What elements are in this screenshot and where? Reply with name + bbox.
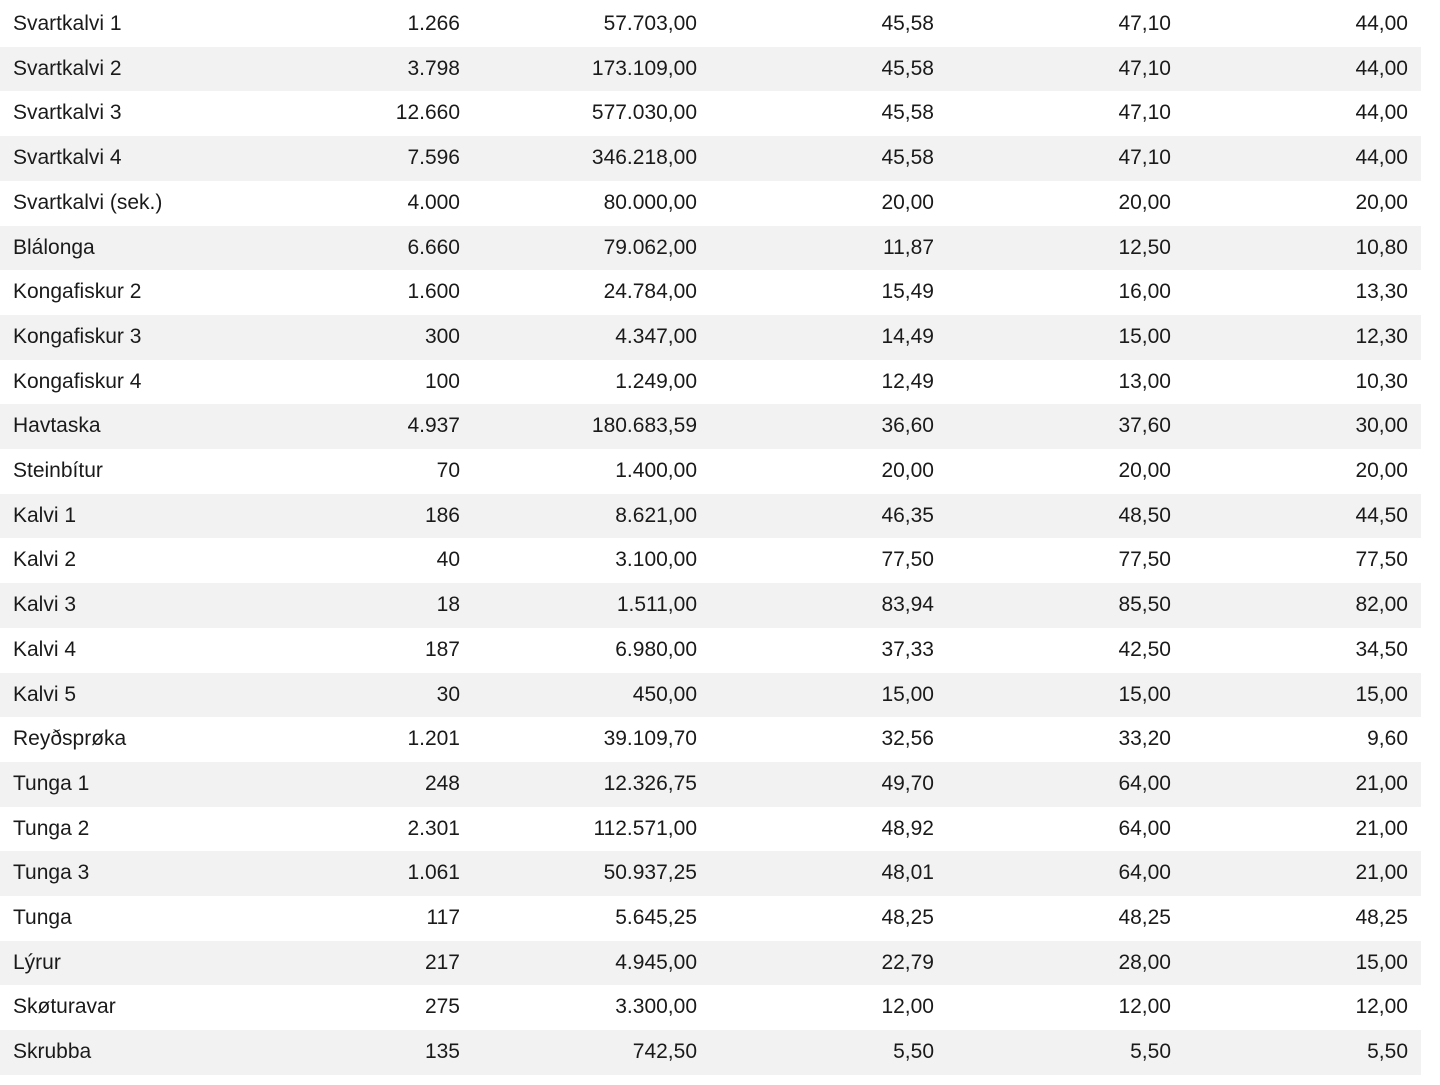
max-price: 28,00: [1118, 950, 1171, 974]
max-price: 47,10: [1118, 56, 1171, 80]
average-price: 48,25: [881, 906, 934, 930]
max-price: 12,00: [1118, 995, 1171, 1019]
quantity: 4.937: [407, 414, 460, 438]
max-price: 5,50: [1130, 1040, 1171, 1064]
total-value: 1.511,00: [616, 593, 697, 617]
table-row: [0, 673, 1421, 718]
min-price: 20,00: [1355, 190, 1408, 214]
quantity: 30: [436, 682, 460, 706]
species-name: Lýrur: [13, 950, 61, 974]
total-value: 450,00: [632, 682, 697, 706]
table-row: [0, 896, 1421, 941]
average-price: 45,58: [881, 12, 934, 35]
quantity: 4.000: [407, 190, 460, 214]
min-price: 5,50: [1367, 1040, 1408, 1064]
quantity: 12.660: [395, 101, 460, 125]
average-price: 32,56: [881, 727, 934, 751]
min-price: 44,50: [1355, 503, 1408, 527]
average-price: 20,00: [881, 459, 934, 483]
average-price: 36,60: [881, 414, 934, 438]
species-name: Skrubba: [13, 1040, 92, 1064]
average-price: 45,58: [881, 146, 934, 170]
species-name: Kalvi 3: [13, 593, 77, 617]
species-name: Kalvi 2: [13, 548, 77, 572]
species-name: Reyðsprøka: [13, 727, 127, 751]
table-row: [0, 538, 1421, 583]
total-value: 112.571,00: [593, 816, 697, 840]
average-price: 48,92: [881, 816, 934, 840]
average-price: 49,70: [881, 771, 934, 795]
quantity: 217: [424, 950, 460, 974]
average-price: 83,94: [881, 593, 934, 617]
table-row: [0, 136, 1421, 181]
total-value: 577.030,00: [591, 101, 697, 125]
species-name: Tunga 1: [13, 771, 90, 795]
total-value: 180.683,59: [591, 414, 697, 438]
table-row: [0, 1030, 1421, 1075]
max-price: 77,50: [1118, 548, 1171, 572]
total-value: 346.218,00: [591, 146, 697, 170]
price-table-body: [0, 2, 1421, 1075]
min-price: 12,00: [1355, 995, 1408, 1019]
species-name: Tunga 3: [13, 861, 90, 885]
max-price: 33,20: [1118, 727, 1171, 751]
quantity: 135: [424, 1040, 460, 1064]
max-price: 64,00: [1118, 771, 1171, 795]
min-price: 30,00: [1355, 414, 1408, 438]
quantity: 187: [424, 637, 460, 661]
quantity: 300: [424, 324, 460, 348]
max-price: 15,00: [1118, 324, 1171, 348]
total-value: 39.109,70: [603, 727, 697, 751]
species-name: Tunga 2: [13, 816, 90, 840]
table-row: [0, 404, 1421, 449]
table-row: [0, 47, 1421, 92]
table-row: [0, 360, 1421, 405]
table-row: [0, 449, 1421, 494]
average-price: 48,01: [881, 861, 934, 885]
min-price: 44,00: [1355, 56, 1408, 80]
quantity: 1.201: [407, 727, 460, 751]
min-price: 10,80: [1355, 235, 1408, 259]
quantity: 40: [436, 548, 460, 572]
average-price: 15,49: [881, 280, 934, 304]
total-value: 24.784,00: [603, 280, 697, 304]
max-price: 48,50: [1118, 503, 1171, 527]
total-value: 3.300,00: [615, 995, 697, 1019]
max-price: 37,60: [1118, 414, 1171, 438]
average-price: 12,00: [881, 995, 934, 1019]
quantity: 18: [436, 593, 460, 617]
table-row: [0, 807, 1421, 852]
table-row: [0, 583, 1421, 628]
total-value: 57.703,00: [603, 12, 697, 35]
min-price: 44,00: [1355, 146, 1408, 170]
min-price: 13,30: [1355, 280, 1408, 304]
total-value: 1.400,00: [615, 459, 697, 483]
species-name: Svartkalvi (sek.): [13, 190, 163, 214]
species-name: Svartkalvi 2: [13, 56, 122, 80]
total-value: 173.109,00: [591, 56, 697, 80]
species-name: Kalvi 5: [13, 682, 77, 706]
min-price: 9,60: [1367, 727, 1408, 751]
min-price: 21,00: [1355, 771, 1408, 795]
average-price: 12,49: [881, 369, 934, 393]
total-value: 3.100,00: [615, 548, 697, 572]
table-row: [0, 181, 1421, 226]
max-price: 85,50: [1118, 593, 1171, 617]
price-table: [0, 2, 1421, 1075]
species-name: Skøturavar: [13, 995, 116, 1019]
quantity: 6.660: [407, 235, 460, 259]
average-price: 15,00: [881, 682, 934, 706]
total-value: 1.249,00: [615, 369, 697, 393]
table-row: [0, 628, 1421, 673]
quantity: 70: [436, 459, 460, 483]
average-price: 46,35: [881, 503, 934, 527]
average-price: 45,58: [881, 56, 934, 80]
total-value: 5.645,25: [615, 906, 697, 930]
min-price: 12,30: [1355, 324, 1408, 348]
min-price: 21,00: [1355, 861, 1408, 885]
table-row: [0, 941, 1421, 986]
min-price: 77,50: [1355, 548, 1408, 572]
table-row: [0, 494, 1421, 539]
total-value: 6.980,00: [615, 637, 697, 661]
min-price: 44,00: [1355, 12, 1408, 35]
total-value: 79.062,00: [603, 235, 697, 259]
total-value: 8.621,00: [615, 503, 697, 527]
species-name: Kongafiskur 4: [13, 369, 142, 393]
max-price: 12,50: [1118, 235, 1171, 259]
max-price: 16,00: [1118, 280, 1171, 304]
total-value: 50.937,25: [603, 861, 697, 885]
average-price: 11,87: [883, 235, 934, 259]
max-price: 47,10: [1118, 101, 1171, 125]
species-name: Kongafiskur 2: [13, 280, 142, 304]
max-price: 47,10: [1118, 12, 1171, 35]
table-row: [0, 762, 1421, 807]
min-price: 15,00: [1355, 950, 1408, 974]
min-price: 44,00: [1355, 101, 1408, 125]
quantity: 1.061: [407, 861, 460, 885]
total-value: 4.945,00: [615, 950, 697, 974]
table-row: [0, 91, 1421, 136]
max-price: 20,00: [1118, 459, 1171, 483]
max-price: 48,25: [1118, 906, 1171, 930]
average-price: 77,50: [881, 548, 934, 572]
min-price: 20,00: [1355, 459, 1408, 483]
species-name: Tunga: [13, 906, 72, 930]
table-row: [0, 717, 1421, 762]
quantity: 186: [424, 503, 460, 527]
table-row: [0, 226, 1421, 271]
total-value: 12.326,75: [603, 771, 697, 795]
table-row: [0, 270, 1421, 315]
min-price: 34,50: [1355, 637, 1408, 661]
total-value: 80.000,00: [603, 190, 697, 214]
average-price: 45,58: [881, 101, 934, 125]
quantity: 7.596: [407, 146, 460, 170]
max-price: 20,00: [1118, 190, 1171, 214]
min-price: 15,00: [1355, 682, 1408, 706]
average-price: 5,50: [893, 1040, 934, 1064]
total-value: 4.347,00: [615, 324, 697, 348]
species-name: Svartkalvi 4: [13, 146, 122, 170]
species-name: Steinbítur: [13, 459, 103, 483]
average-price: 22,79: [881, 950, 934, 974]
max-price: 64,00: [1118, 816, 1171, 840]
max-price: 13,00: [1118, 369, 1171, 393]
species-name: Svartkalvi 1: [13, 12, 122, 35]
average-price: 37,33: [881, 637, 934, 661]
price-table-container: [0, 2, 1421, 1075]
quantity: 3.798: [407, 56, 460, 80]
species-name: Kalvi 1: [13, 503, 77, 527]
quantity: 248: [424, 771, 460, 795]
quantity: 1.600: [407, 280, 460, 304]
quantity: 100: [424, 369, 460, 393]
max-price: 64,00: [1118, 861, 1171, 885]
average-price: 20,00: [881, 190, 934, 214]
min-price: 82,00: [1355, 593, 1408, 617]
max-price: 15,00: [1118, 682, 1171, 706]
quantity: 117: [426, 906, 460, 930]
table-row: [0, 315, 1421, 360]
species-name: Havtaska: [13, 414, 101, 438]
quantity: 275: [424, 995, 460, 1019]
table-row: [0, 851, 1421, 896]
table-row: [0, 985, 1421, 1030]
species-name: Svartkalvi 3: [13, 101, 122, 125]
table-row: [0, 2, 1421, 47]
species-name: Blálonga: [13, 235, 95, 259]
min-price: 48,25: [1355, 906, 1408, 930]
quantity: 1.266: [407, 12, 460, 35]
total-value: 742,50: [632, 1040, 697, 1064]
min-price: 21,00: [1355, 816, 1408, 840]
max-price: 47,10: [1118, 146, 1171, 170]
quantity: 2.301: [407, 816, 460, 840]
min-price: 10,30: [1355, 369, 1408, 393]
average-price: 14,49: [881, 324, 934, 348]
species-name: Kongafiskur 3: [13, 324, 142, 348]
max-price: 42,50: [1118, 637, 1171, 661]
species-name: Kalvi 4: [13, 637, 77, 661]
